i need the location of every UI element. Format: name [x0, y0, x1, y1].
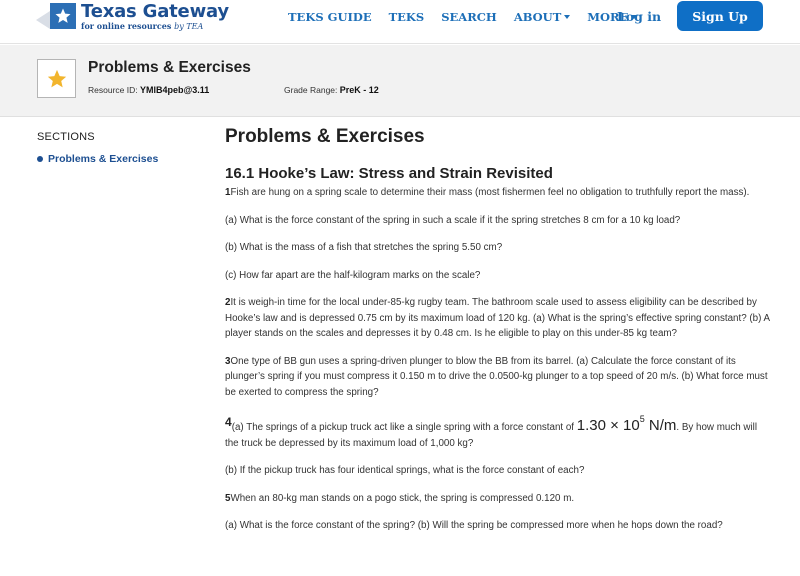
texas-gateway-logo[interactable]	[50, 3, 229, 33]
resource-header	[0, 45, 800, 117]
problem-4b: (b) If the pickup truck has four identical springs, what is the force constant of each?	[225, 465, 585, 476]
problem-3: 3One type of BB gun uses a spring-driven plunger to blow the BB from its barrel. (a) Calculate the force constant of its plunger’s spring if you must compress it 0.150 m to drive the 0.0500-kg plunger to a top speed of 20 m/s. (b) What force must be exerted to compress the spring?	[225, 355, 768, 398]
signup-button[interactable]: Sign Up	[677, 1, 763, 31]
bullet-icon	[37, 156, 43, 162]
main-content	[225, 126, 770, 534]
page-title: Problems & Exercises	[225, 126, 425, 147]
force-constant-formula: $1.30 \times 10^5$ N/m	[576, 414, 677, 434]
problem-2: 2It is weigh-in time for the local under-85-kg rugby team. The bathroom scale used to assess eligibility can be described by Hooke’s law and is depressed 0.75 cm by its maximum load of 120 kg. (a) What is the spring’s effective spring constant? (b) A player stands on the scales and depresses it by 0.48 cm. Is he eligible to play on this under-85 kg team?	[225, 297, 770, 339]
main-nav	[288, 10, 654, 24]
problem-1: 1Fish are hung on a spring scale to determine their mass (most fishermen feel no obligation to truthfully report the mass).	[225, 187, 750, 198]
star-logo-icon	[50, 3, 76, 29]
top-navbar	[0, 0, 800, 44]
problem-1a: (a) What is the force constant of the spring in such a scale if it the spring stretches 8 cm for a 10 kg load?	[225, 214, 681, 226]
nav-teks-guide[interactable]: TEKS GUIDE	[288, 10, 372, 24]
nav-search[interactable]: SEARCH	[441, 10, 497, 24]
resource-id: Resource ID: YMlB4peb@3.11	[88, 85, 210, 95]
sidebar-item-problems-exercises[interactable]	[37, 153, 207, 165]
problem-1c: (c) How far apart are the half-kilogram marks on the scale?	[225, 269, 481, 281]
login-link[interactable]: Log in	[617, 9, 662, 24]
favorite-star-icon[interactable]	[37, 59, 76, 98]
logo-title: Texas Gateway	[81, 1, 229, 22]
problem-5: 5When an 80-kg man stands on a pogo stick, the spring is compressed 0.120 m.	[225, 492, 575, 504]
problem-4: 4(a) The springs of a pickup truck act like a single spring with a force constant of $1.30 \times 10^5$ N/m. By how much will the truck be depressed by its maximum load of 1,000 kg?	[225, 414, 757, 449]
chevron-down-icon	[564, 15, 570, 19]
resource-title: Problems & Exercises	[88, 59, 251, 76]
problem-5a: (a) What is the force constant of the spring? (b) Will the spring be compressed more when he hops down the road?	[225, 520, 723, 531]
sidebar-item-label: Problems & Exercises	[48, 153, 159, 165]
nav-more[interactable]: MORE	[587, 10, 637, 24]
sections-heading: SECTIONS	[37, 131, 95, 143]
sections-sidebar	[37, 131, 207, 165]
grade-range: Grade Range: PreK - 12	[284, 85, 379, 95]
section-title: 16.1 Hooke’s Law: Stress and Strain Revisited	[225, 165, 553, 182]
logo-subtitle: for online resources by TEA	[81, 21, 204, 31]
nav-teks[interactable]: TEKS	[388, 10, 425, 24]
nav-about[interactable]: ABOUT	[514, 10, 570, 24]
problem-1b: (b) What is the mass of a fish that stretches the spring 5.50 cm?	[225, 242, 503, 253]
